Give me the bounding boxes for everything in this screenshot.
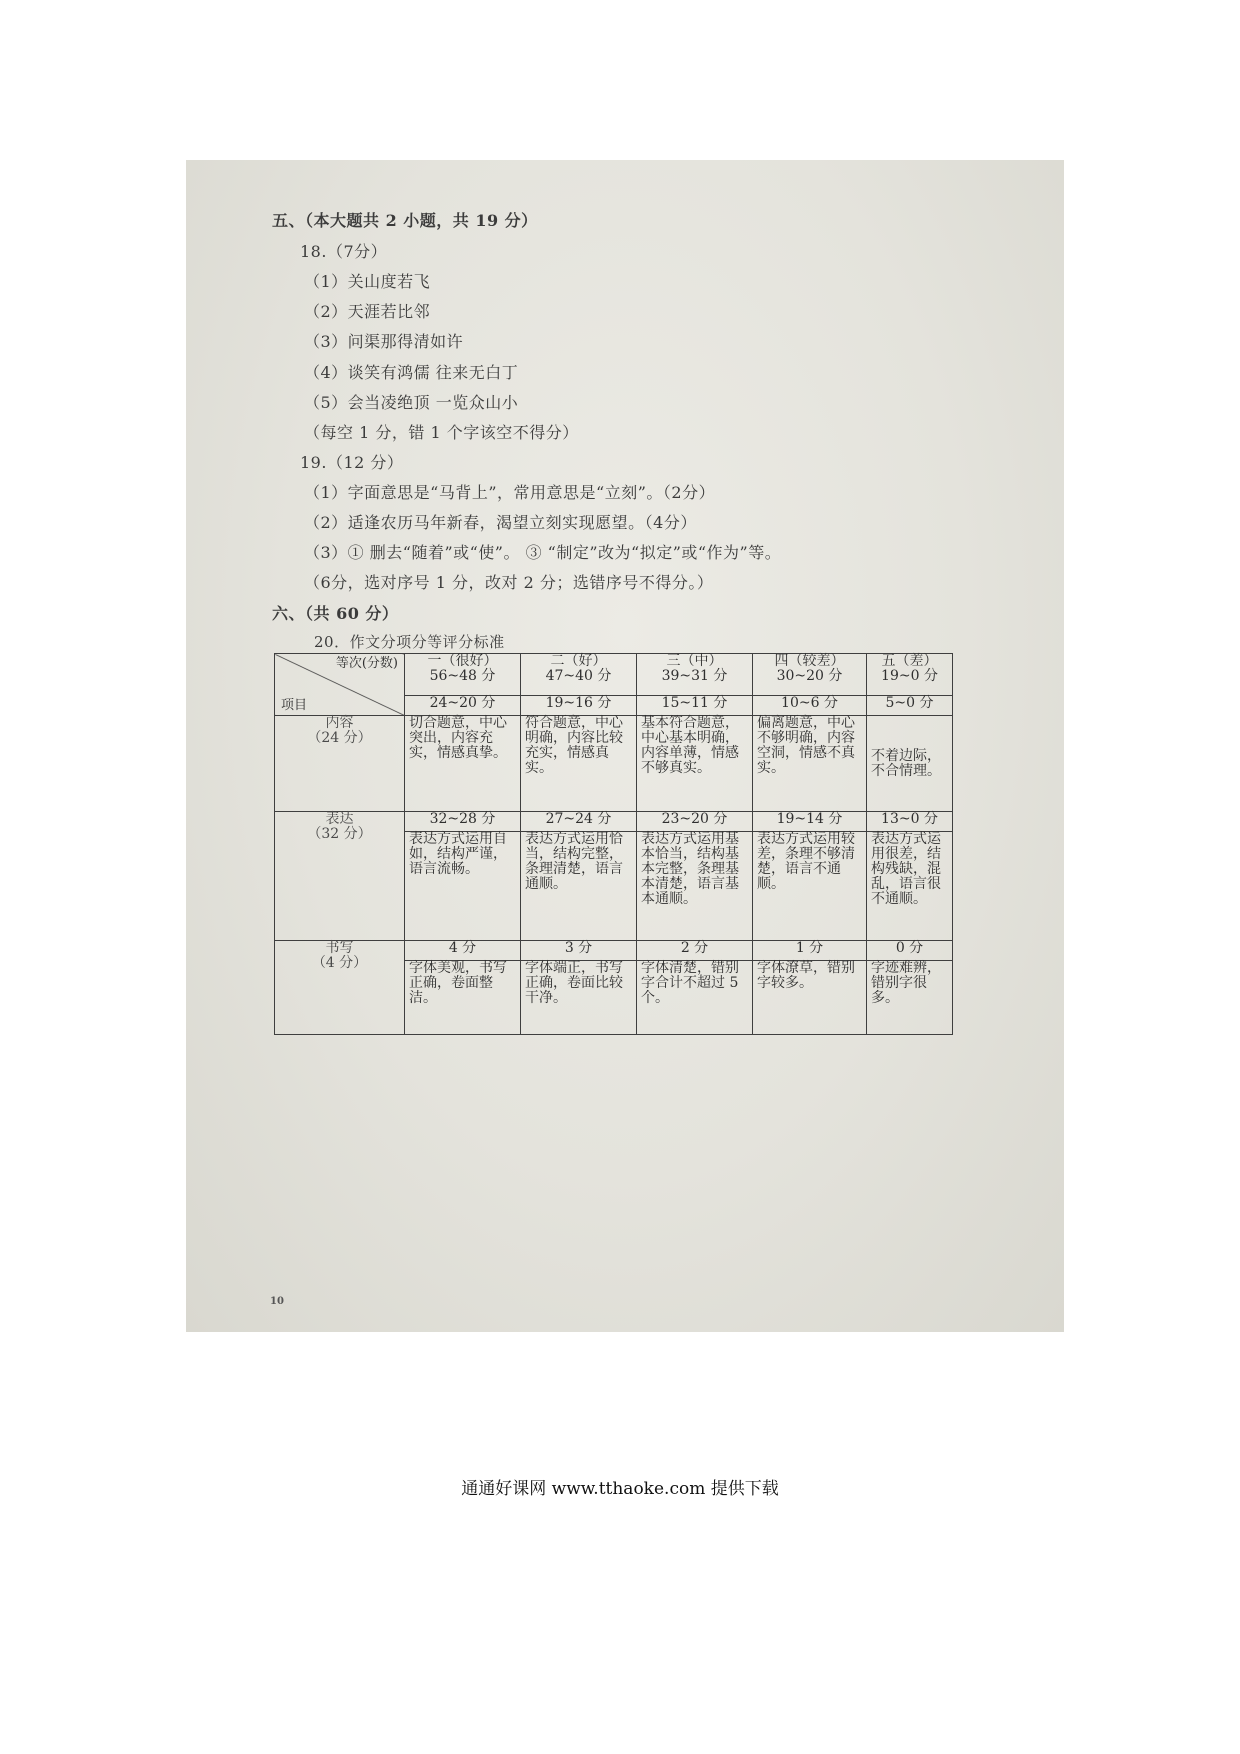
- section5-heading: 五、（本大题共 2 小题，共 19 分）: [272, 211, 538, 230]
- level-header: 三（中） 39~31 分: [637, 654, 753, 696]
- q19-title: 19.（12 分）: [300, 453, 404, 472]
- row-label-content: 内容 （24 分）: [275, 716, 405, 812]
- criteria-cell: 表达方式运用基本恰当，结构基本完整，条理基本清楚，语言基本通顺。: [637, 832, 753, 940]
- grade-cell: 23~20 分: [637, 812, 753, 832]
- corner-level-label: 等次(分数): [335, 656, 398, 671]
- section6-heading: 六、（共 60 分）: [272, 604, 399, 623]
- table-row-expression-grades: [275, 812, 953, 832]
- essay-scoring-table: [274, 653, 953, 1035]
- page-number: 10: [270, 1296, 284, 1307]
- criteria-cell: 字体清楚，错别字合计不超过 5 个。: [637, 960, 753, 1034]
- q19-answer-2: （2）适逢农历马年新春，渴望立刻实现愿望。（4分）: [304, 513, 697, 532]
- table-row-content: [275, 716, 953, 812]
- criteria-cell: 切合题意，中心突出，内容充实，情感真挚。: [405, 716, 521, 812]
- grade-cell: 27~24 分: [521, 812, 637, 832]
- grade-cell: 13~0 分: [867, 812, 953, 832]
- level-header: 四（较差） 30~20 分: [753, 654, 867, 696]
- grade-cell: 15~11 分: [637, 696, 753, 716]
- row-label-writing: 书写 （4 分）: [275, 940, 405, 1034]
- criteria-cell: 偏离题意，中心不够明确，内容空洞，情感不真实。: [753, 716, 867, 812]
- row-label-expression: 表达 （32 分）: [275, 812, 405, 940]
- scanned-answer-page: [186, 160, 1064, 1332]
- criteria-cell: 基本符合题意，中心基本明确，内容单薄，情感不够真实。: [637, 716, 753, 812]
- q18-note: （每空 1 分，错 1 个字该空不得分）: [304, 423, 579, 442]
- grade-cell: 2 分: [637, 940, 753, 960]
- grade-cell: 19~16 分: [521, 696, 637, 716]
- grade-cell: 0 分: [867, 940, 953, 960]
- download-footer: 通通好课网 www.tthaoke.com 提供下载: [461, 1479, 779, 1499]
- q19-note: （6分，选对序号 1 分，改对 2 分；选错序号不得分。）: [304, 573, 714, 592]
- grade-cell: 3 分: [521, 940, 637, 960]
- q18-answer-5: （5）会当凌绝顶 一览众山小: [304, 393, 519, 412]
- criteria-cell: 字迹难辨，错别字很多。: [867, 960, 953, 1034]
- criteria-cell: 表达方式运用很差，结构残缺，混乱，语言很不通顺。: [867, 832, 953, 940]
- table-row-writing-grades: [275, 940, 953, 960]
- corner-item-label: 项目: [281, 698, 308, 714]
- level-header: 二（好） 47~40 分: [521, 654, 637, 696]
- criteria-cell: 符合题意，中心明确，内容比较充实，情感真实。: [521, 716, 637, 812]
- criteria-cell: 表达方式运用自如，结构严谨，语言流畅。: [405, 832, 521, 940]
- table-corner-cell: [275, 654, 405, 716]
- q19-answer-3: （3）① 删去“随着”或“使”。 ③ “制定”改为“拟定”或“作为”等。: [304, 543, 782, 562]
- q18-answer-4: （4）谈笑有鸿儒 往来无白丁: [304, 363, 519, 382]
- criteria-cell: 字体美观，书写正确，卷面整洁。: [405, 960, 521, 1034]
- grade-cell: 24~20 分: [405, 696, 521, 716]
- grade-cell: 32~28 分: [405, 812, 521, 832]
- q18-title: 18.（7分）: [300, 242, 388, 261]
- grade-cell: 1 分: [753, 940, 867, 960]
- criteria-cell: 表达方式运用恰当，结构完整，条理清楚，语言通顺。: [521, 832, 637, 940]
- q20-title: 20．作文分项分等评分标准: [314, 633, 505, 651]
- q18-answer-2: （2）天涯若比邻: [304, 302, 431, 321]
- criteria-cell: 字体端正，书写正确，卷面比较干净。: [521, 960, 637, 1034]
- q18-answer-1: （1）关山度若飞: [304, 272, 431, 291]
- grade-cell: 5~0 分: [867, 696, 953, 716]
- grade-cell: 19~14 分: [753, 812, 867, 832]
- q18-answer-3: （3）问渠那得清如许: [304, 332, 464, 351]
- level-header: 五（差） 19~0 分: [867, 654, 953, 696]
- grade-cell: 4 分: [405, 940, 521, 960]
- criteria-cell: 字体潦草，错别字较多。: [753, 960, 867, 1034]
- q19-answer-1: （1）字面意思是“马背上”，常用意思是“立刻”。（2分）: [304, 483, 716, 502]
- criteria-cell: 表达方式运用较差，条理不够清楚，语言不通顺。: [753, 832, 867, 940]
- table-header-row: [275, 654, 953, 696]
- level-header: 一（很好） 56~48 分: [405, 654, 521, 696]
- criteria-cell: 不着边际，不合情理。: [867, 716, 953, 812]
- grade-cell: 10~6 分: [753, 696, 867, 716]
